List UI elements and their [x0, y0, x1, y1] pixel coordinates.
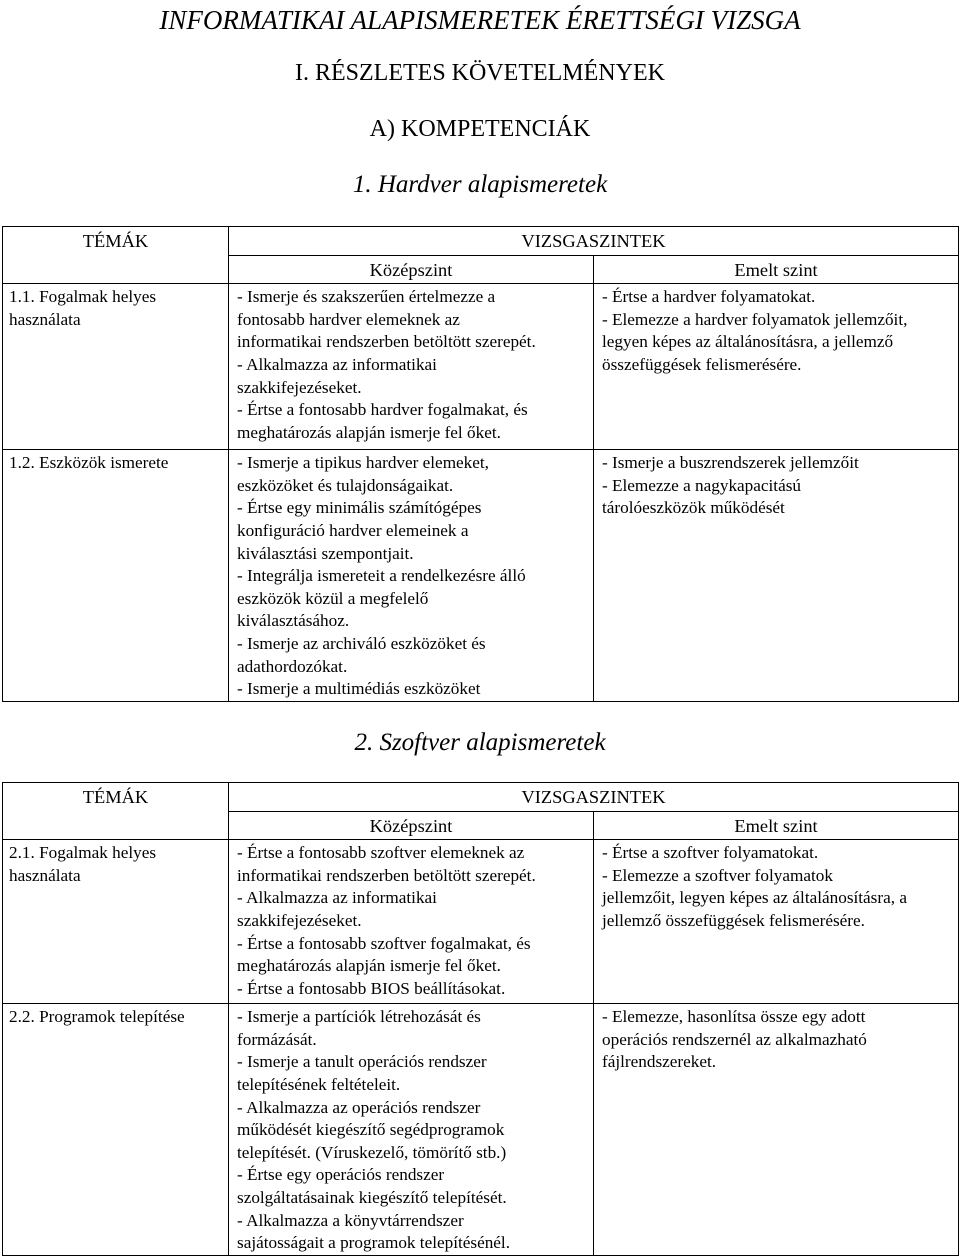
table-row	[3, 1004, 959, 1256]
section2-title: 2. Szoftver alapismeretek	[354, 729, 606, 756]
advanced-level-header: Emelt szint	[594, 255, 959, 284]
advanced-level-cell: - Értse a szoftver folyamatokat. - Elemezze a szoftver folyamatok jellemzőit, legyen képes az általánosításra, a jellemző összefüggések felismerésére.	[594, 840, 959, 1004]
topic-cell: 2.1. Fogalmak helyes használata	[3, 840, 229, 1004]
software-requirements-table	[2, 782, 959, 1256]
hardware-requirements-table	[2, 226, 959, 702]
mid-level-cell: - Ismerje a partíciók létrehozását és formázását. - Ismerje a tanult operációs rendszer telepítésének feltételeit. - Alkalmazza az operációs rendszer működését kiegészítő segédprogramok telepítését. (Víruskezelő, tömörítő stb.) - Értse egy operációs rendszer szolgáltatásainak kiegészítő telepítését. - Alkalmazza a könyvtárrendszer sajátosságait a programok telepítésénél.	[229, 1004, 594, 1256]
section1-title: 1. Hardver alapismeretek	[352, 171, 608, 198]
document-title: INFORMATIKAI ALAPISMERETEK ÉRETTSÉGI VIZSGA	[159, 5, 801, 35]
advanced-level-header: Emelt szint	[594, 811, 959, 840]
mid-level-cell: - Ismerje és szakszerűen értelmezze a fontosabb hardver elemeknek az informatikai rendszerben betöltött szerepét. - Alkalmazza az informatikai szakkifejezéseket. - Értse a fontosabb hardver fogalmakat, és meghatározás alapján ismerje fel őket.	[229, 284, 594, 450]
mid-level-cell: - Értse a fontosabb szoftver elemeknek az informatikai rendszerben betöltött szerepét. - Alkalmazza az informatikai szakkifejezéseket. - Értse a fontosabb szoftver fogalmakat, és meghatározás alapján ismerje fel őket. - Értse a fontosabb BIOS beállításokat.	[229, 840, 594, 1004]
table-row	[3, 840, 959, 1004]
topic-cell: 2.2. Programok telepítése	[3, 1004, 229, 1256]
table-row	[3, 450, 959, 702]
exam-levels-header: VIZSGASZINTEK	[229, 227, 959, 256]
mid-level-header: Középszint	[229, 255, 594, 284]
topics-header: TÉMÁK	[3, 227, 229, 284]
competencies-title: A) KOMPETENCIÁK	[369, 116, 591, 142]
advanced-level-cell: - Ismerje a buszrendszerek jellemzőit - Elemezze a nagykapacitású tárolóeszközök működését	[594, 450, 959, 702]
advanced-level-cell: - Elemezze, hasonlítsa össze egy adott operációs rendszernél az alkalmazható fájlrendszereket.	[594, 1004, 959, 1256]
topics-header: TÉMÁK	[3, 783, 229, 840]
mid-level-cell: - Ismerje a tipikus hardver elemeket, eszközöket és tulajdonságaikat. - Értse egy minimális számítógépes konfiguráció hardver elemeinek a kiválasztási szempontjait. - Integrálja ismereteit a rendelkezésre álló eszközök közül a megfelelő kiválasztásához. - Ismerje az archiváló eszközöket és adathordozókat. - Ismerje a multimédiás eszközöket	[229, 450, 594, 702]
topic-cell: 1.1. Fogalmak helyes használata	[3, 284, 229, 450]
topic-cell: 1.2. Eszközök ismerete	[3, 450, 229, 702]
part-title: I. RÉSZLETES KÖVETELMÉNYEK	[295, 60, 665, 86]
advanced-level-cell: - Értse a hardver folyamatokat. - Elemezze a hardver folyamatok jellemzőit, legyen képes az általánosításra, a jellemző összefüggések felismerésére.	[594, 284, 959, 450]
table-row	[3, 284, 959, 450]
exam-levels-header: VIZSGASZINTEK	[229, 783, 959, 812]
mid-level-header: Középszint	[229, 811, 594, 840]
